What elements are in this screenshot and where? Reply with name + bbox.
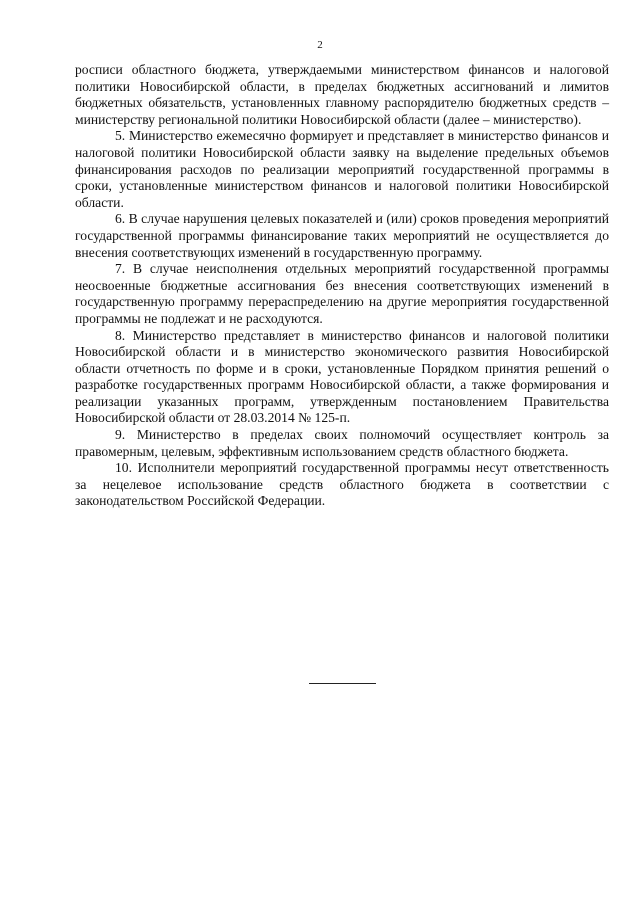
end-divider-line bbox=[309, 683, 376, 684]
paragraph-item-10: 10. Исполнители мероприятий государственной программы несут ответственность за нецелевое использование средств областного бюджета в соответствии с законодательством Российской Федерации. bbox=[75, 460, 609, 509]
paragraph-item-7: 7. В случае неисполнения отдельных мероприятий государственной программы неосвоенные бюджетные ассигнования без внесения соответствующих изменений в государственную программу перераспределению на другие мероприятия государственной программы не подлежат и не расходуются. bbox=[75, 261, 609, 326]
paragraph-item-8: 8. Министерство представляет в министерство финансов и налоговой политики Новосибирской области и в министерство экономического развития Новосибирской области отчетность по форме и в сроки, установленные Порядком принятия решений о разработке государственных программ Новосибирской области, а также формирования и реализации указанных программ, утвержденным постановлением Правительства Новосибирской области от 28.03.2014 № 125-п. bbox=[75, 327, 609, 426]
paragraph-item-9: 9. Министерство в пределах своих полномочий осуществляет контроль за правомерным, целевым, эффективным использованием средств областного бюджета. bbox=[75, 427, 609, 459]
document-body bbox=[75, 62, 609, 510]
paragraph-continuation: росписи областного бюджета, утверждаемыми министерством финансов и налоговой политики Новосибирской области, в пределах бюджетных ассигнований и лимитов бюджетных обязательств, установленных главному распорядителю бюджетных средств – министерству региональной политики Новосибирской области (далее – министерство). bbox=[75, 62, 609, 127]
page-number: 2 bbox=[317, 39, 323, 51]
paragraph-item-6: 6. В случае нарушения целевых показателей и (или) сроков проведения мероприятий государственной программы финансирование таких мероприятий не осуществляется до внесения соответствующих изменений в государственную программу. bbox=[75, 211, 609, 260]
paragraph-item-5: 5. Министерство ежемесячно формирует и представляет в министерство финансов и налоговой политики Новосибирской области заявку на выделение предельных объемов финансирования расходов по реализации мероприятий государственной программы в сроки, установленные министерством финансов и налоговой политики Новосибирской области. bbox=[75, 128, 609, 210]
